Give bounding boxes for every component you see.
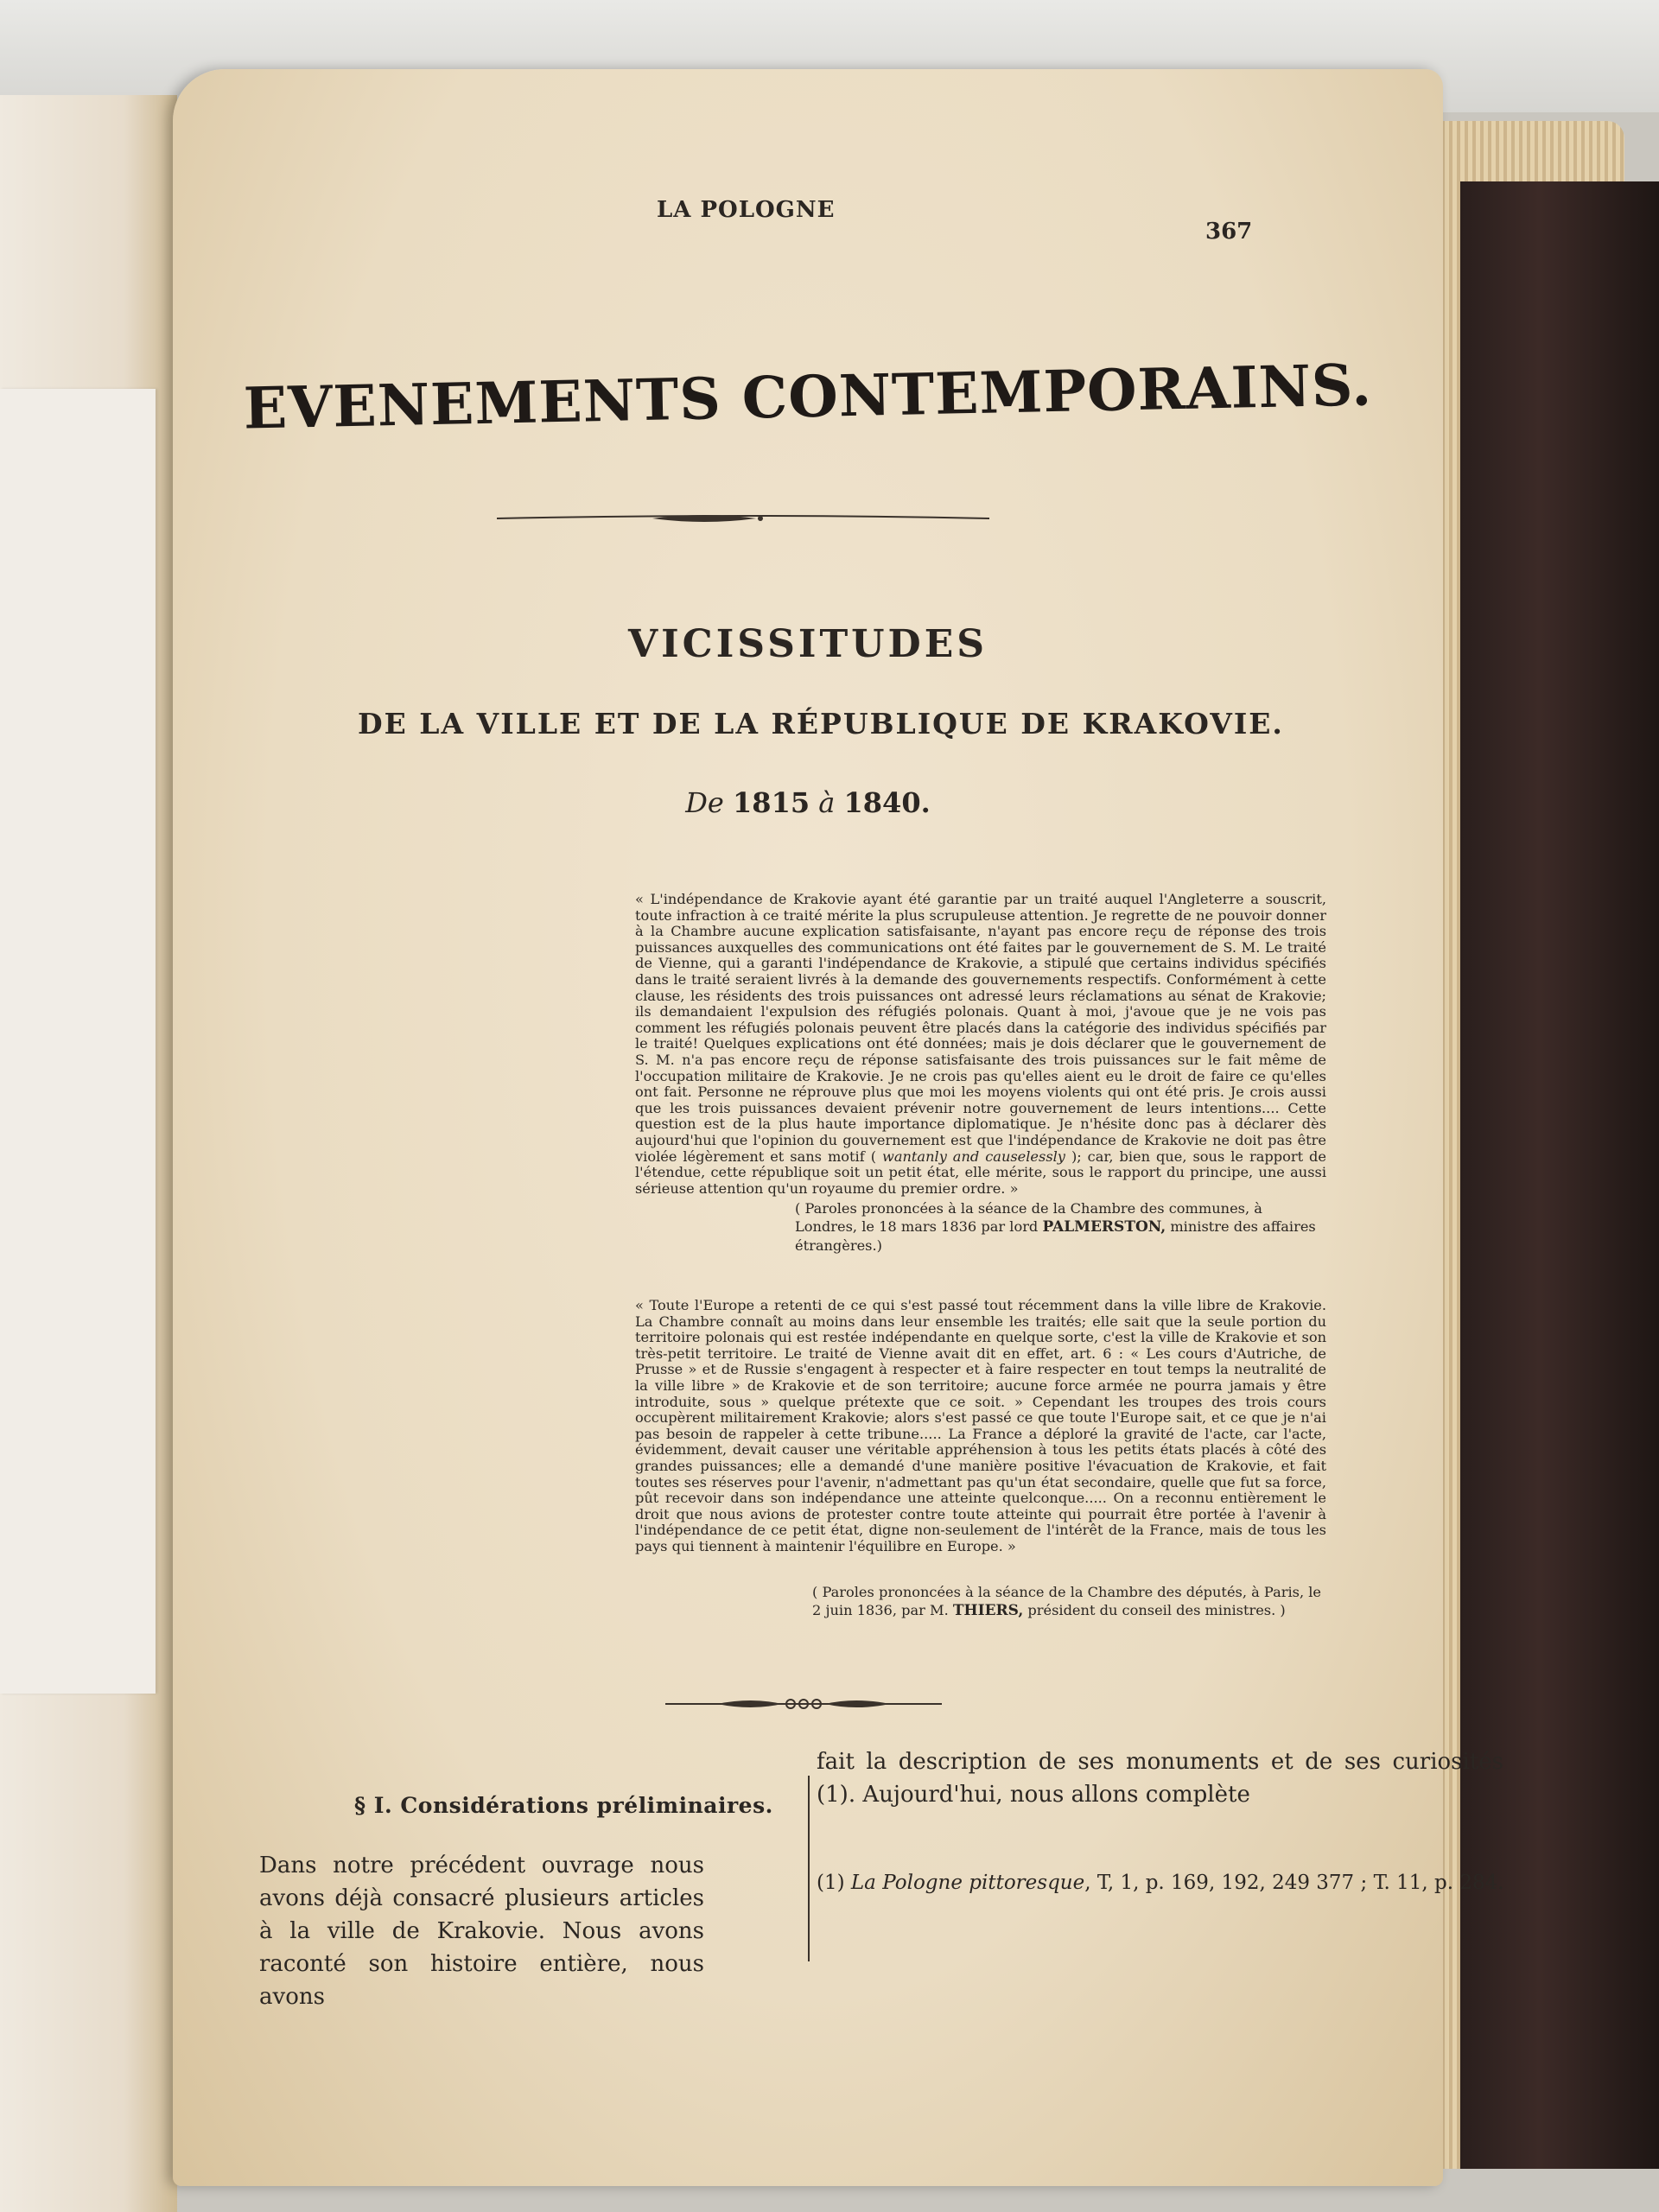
footnote-title: La Pologne pittoresque — [850, 1872, 1085, 1894]
footnote-mark: (1) — [817, 1872, 845, 1894]
article-title: VICISSITUDES — [627, 622, 988, 666]
main-title: EVENEMENTS CONTEMPORAINS. — [243, 351, 1373, 442]
page-number: 367 — [1205, 219, 1253, 245]
right-column-text: fait la description de ses monuments et de ses curiosités (1). Aujourd'hui, nous allons complète — [817, 1749, 1503, 1808]
dates-a: à — [818, 786, 836, 819]
quote-palmerston — [635, 892, 1326, 1197]
ornament-rule-icon — [497, 510, 989, 527]
quote-text: « L'indépendance de Krakovie ayant été garantie par un traité auquel l'Angleterre a souscrit, toute infraction à ce traité mérite la plus scrupuleuse attention. Je regrette de ne pouvoir donner à la Chambre aucune explication satisfaisante, n'ayant pas encore reçu de réponse des trois puissances auxquelles des communications ont été faites par le gouvernement de S. M. Le traité de Vienne, qui a garanti l'indépendance de Krakovie, a stipulé que certains individus spécifiés dans le traité seraient livrés à la demande des gouvernements respectifs. Conformément à cette clause, les résidents des trois puissances ont adressé leurs réclamations au sénat de Krakovie; ils demandaient l'expulsion des réfugiés polonais. Quant à moi, j'avoue que je ne vois pas comment les réfugiés polonais peuvent être placés dans la catégorie des individus spécifiés par le traité! Quelques explications ont été données; mais je dois déclarer que le gouvernement de S. M. n'a pas encore reçu de réponse satisfaisante des trois puissances sur le fait même de l'occupation militaire de Krakovie. Je ne crois pas qu'elles aient eu le droit de faire ce qu'elles ont fait. Personne ne réprouve plus que moi les moyens violents qui ont été pris. Je crois aussi que les trois puissances devaient prévenir notre gouvernement de leurs intentions.... Cette question est de la plus haute importance diplomatique. Je n'hésite donc pas à déclarer dès aujourd'hui que l'opinion du gouvernement est que l'indépendance de Krakovie ne doit pas être violée légèrement et sans motif ( — [635, 891, 1326, 1165]
ornament-divider-icon — [665, 1694, 942, 1714]
dates-start: 1815 — [733, 786, 810, 819]
left-column-text: Dans notre précédent ouvrage nous avons déjà consacré plusieurs articles à la ville de Krakovie. Nous avons raconté son histoire entière, nous avons — [259, 1853, 704, 2010]
attribution-name: PALMERSTON, — [1042, 1218, 1166, 1236]
quote-text: ); car, bien que, sous le rapport de l'étendue, cette république soit un petit état, elle mérite, sous le rapport du principe, une aussi sérieuse attention qu'un royaume du premier ordre. » — [635, 1147, 1326, 1197]
attribution-palmerston — [795, 1199, 1322, 1255]
footnote — [817, 1868, 1508, 1897]
quote-thiers: « Toute l'Europe a retenti de ce qui s'est passé tout récemment dans la ville libre de Krakovie. La Chambre connaît au moins dans leur ensemble les traités; elle sait que la seule portion du territoire polonais qui est restée indépendante en quelque sorte, c'est la ville de Krakovie et son très-petit territoire. Le traité de Vienne avait dit en effet, art. 6 : « Les cours d'Autriche, de Prusse » et de Russie s'engagent à respecter et à faire respecter en tout temps la neutralité de la ville libre » de Krakovie et de son territoire; aucune force armée ne pourra jamais y être introduite, sous » quelque prétexte que ce soit. » Cependant les troupes des trois cours occupèrent militairement Krakovie; alors s'est passé ce que toute l'Europe sait, et ce que je n'ai pas besoin de rappeler à cette tribune..... La France a déploré la gravité de l'acte, car l'acte, évidemment, devait causer une véritable appréhension à tous les petits états placés à côté des grandes puissances; elle a demandé d'une manière positive l'évacuation de Krakovie, et fait toutes ses réserves pour l'avenir, n'admettant pas qu'un état secondaire, quelle que fut sa force, pût recevoir dans son indépendance une atteinte quelconque..... On a reconnu entièrement le droit que nous avions de protester contre toute atteinte qui pourrait être portée à l'avenir à l'indépendance de ce petit état, digne non-seulement de l'intérêt de la France, mais de tous les pays qui tiennent à maintenir l'équilibre en Europe. » — [635, 1297, 1326, 1554]
article-subtitle: DE LA VILLE ET DE LA RÉPUBLIQUE DE KRAKOVIE. — [358, 707, 1284, 741]
dates-prefix: De — [685, 786, 724, 819]
attribution-text: ministre des affaires étrangères.) — [795, 1218, 1316, 1254]
column-divider — [808, 1776, 810, 1961]
article-dates — [173, 786, 1443, 819]
attribution-text: ( Paroles prononcées à la séance de la Chambre des députés, à Paris, le 2 juin 1836, par M. — [812, 1584, 1322, 1618]
book-page — [173, 69, 1504, 2186]
attribution-name: THIERS, — [952, 1602, 1024, 1619]
left-page-insert — [0, 389, 156, 1694]
dates-end: 1840. — [843, 786, 931, 819]
running-head: LA POLOGNE — [657, 197, 836, 223]
attribution-text: ( Paroles prononcées à la séance de la Chambre des communes, à Londres, le 18 mars 1836 par lord — [795, 1200, 1262, 1235]
attribution-text: président du conseil des ministres. ) — [1027, 1602, 1286, 1618]
quote-italic: wantanly and causelessly — [882, 1147, 1065, 1165]
attribution-thiers — [812, 1583, 1331, 1620]
section-heading: § I. Considérations préliminaires. — [354, 1793, 773, 1818]
footnote-refs: , T, 1, p. 169, 192, 249 377 ; T. 11, p. 284. — [1084, 1872, 1504, 1894]
